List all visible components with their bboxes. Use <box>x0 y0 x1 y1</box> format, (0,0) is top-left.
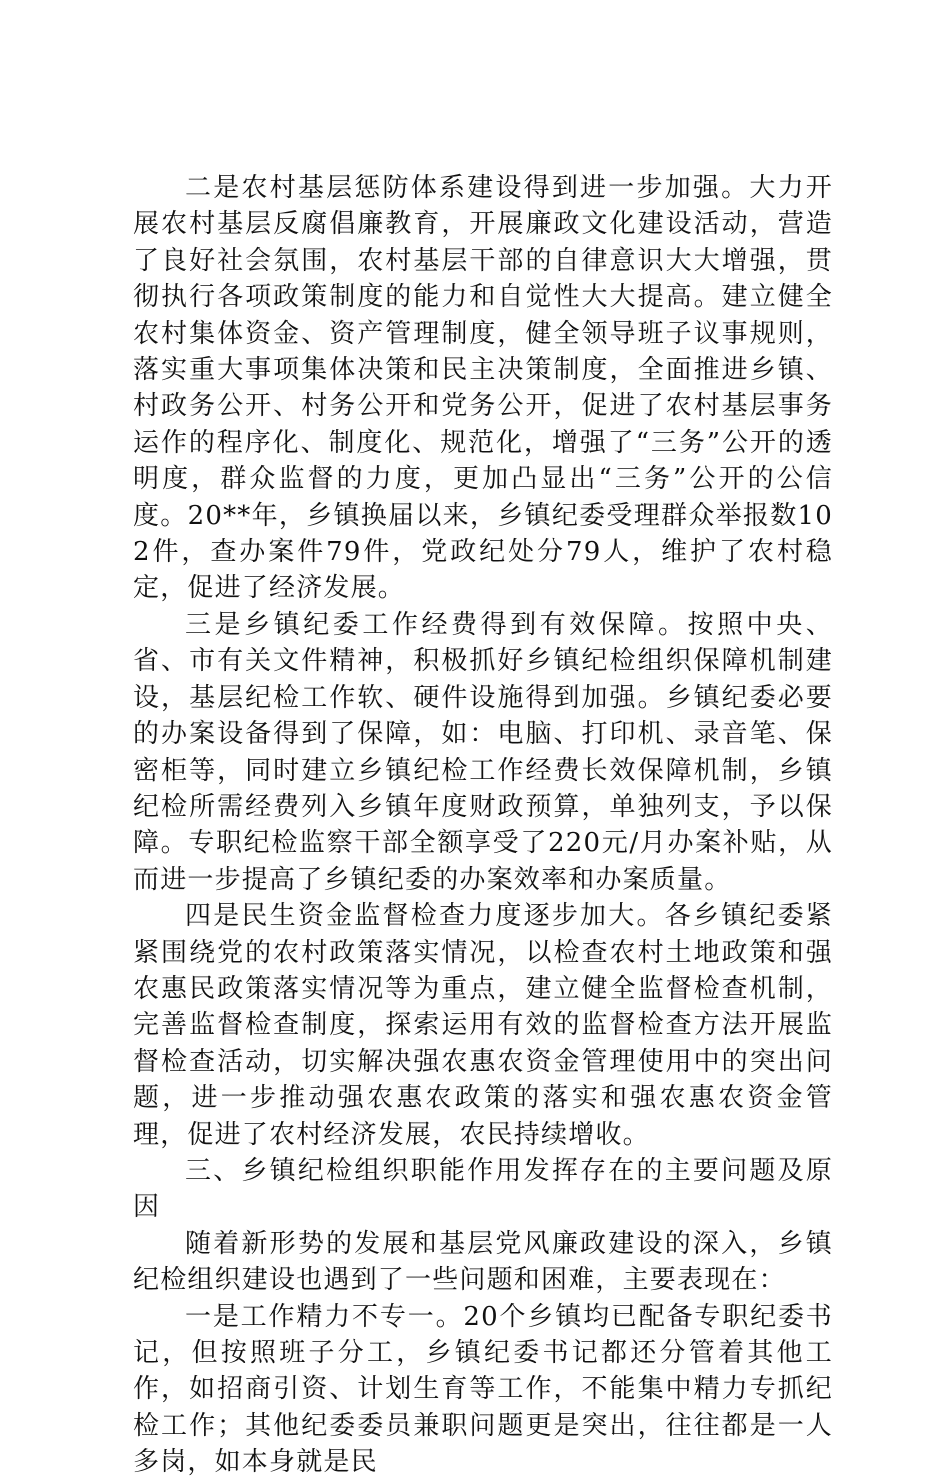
paragraph-work-focus-problem: 一是工作精力不专一。20个乡镇均已配备专职纪委书记，但按照班子分工，乡镇纪委书记都还分管着其他工作，如招商引资、计划生育等工作，不能集中精力专抓纪检工作；其他纪委委员兼职问题更是突出，往往都是一人多岗，如本身就是民 <box>133 1301 833 1478</box>
paragraph-livelihood-fund-supervision: 四是民生资金监督检查力度逐步加大。各乡镇纪委紧紧围绕党的农村政策落实情况，以检查农村土地政策和强农惠民政策落实情况等为重点，建立健全监督检查机制，完善监督检查制度，探索运用有效的监督检查方法开展监督检查活动，切实解决强农惠农资金管理使用中的突出问题，进一步推动强农惠农政策的落实和强农惠农资金管理，促进了农村经济发展，农民持续增收。 <box>133 901 833 1150</box>
section-heading-problems: 三、乡镇纪检组织职能作用发挥存在的主要问题及原因 <box>133 1155 833 1223</box>
paragraph-problems-intro: 随着新形势的发展和基层党风廉政建设的深入，乡镇纪检组织建设也遇到了一些问题和困难，主要表现在： <box>133 1228 833 1296</box>
paragraph-rural-anti-corruption-system: 二是农村基层惩防体系建设得到进一步加强。大力开展农村基层反腐倡廉教育，开展廉政文化建设活动，营造了良好社会氛围，农村基层干部的自律意识大大增强，贯彻执行各项政策制度的能力和自觉性大大提高。建立健全农村集体资金、资产管理制度，健全领导班子议事规则，落实重大事项集体决策和民主决策制度，全面推进乡镇、村政务公开、村务公开和党务公开，促进了农村基层事务运作的程序化、制度化、规范化，增强了“三务”公开的透明度，群众监督的力度，更加凸显出“三务”公开的公信度。20**年，乡镇换届以来，乡镇纪委受理群众举报数102件，查办案件79件，党政纪处分79人，维护了农村稳定，促进了经济发展。 <box>133 173 833 604</box>
paragraph-funding-guarantee: 三是乡镇纪委工作经费得到有效保障。按照中央、省、市有关文件精神，积极抓好乡镇纪检组织保障机制建设，基层纪检工作软、硬件设施得到加强。乡镇纪委必要的办案设备得到了保障，如：电脑、打印机、录音笔、保密柜等，同时建立乡镇纪检工作经费长效保障机制，乡镇纪检所需经费列入乡镇年度财政预算，单独列支，予以保障。专职纪检监察干部全额享受了220元/月办案补贴，从而进一步提高了乡镇纪委的办案效率和办案质量。 <box>133 609 833 895</box>
document-body <box>133 170 833 1481</box>
